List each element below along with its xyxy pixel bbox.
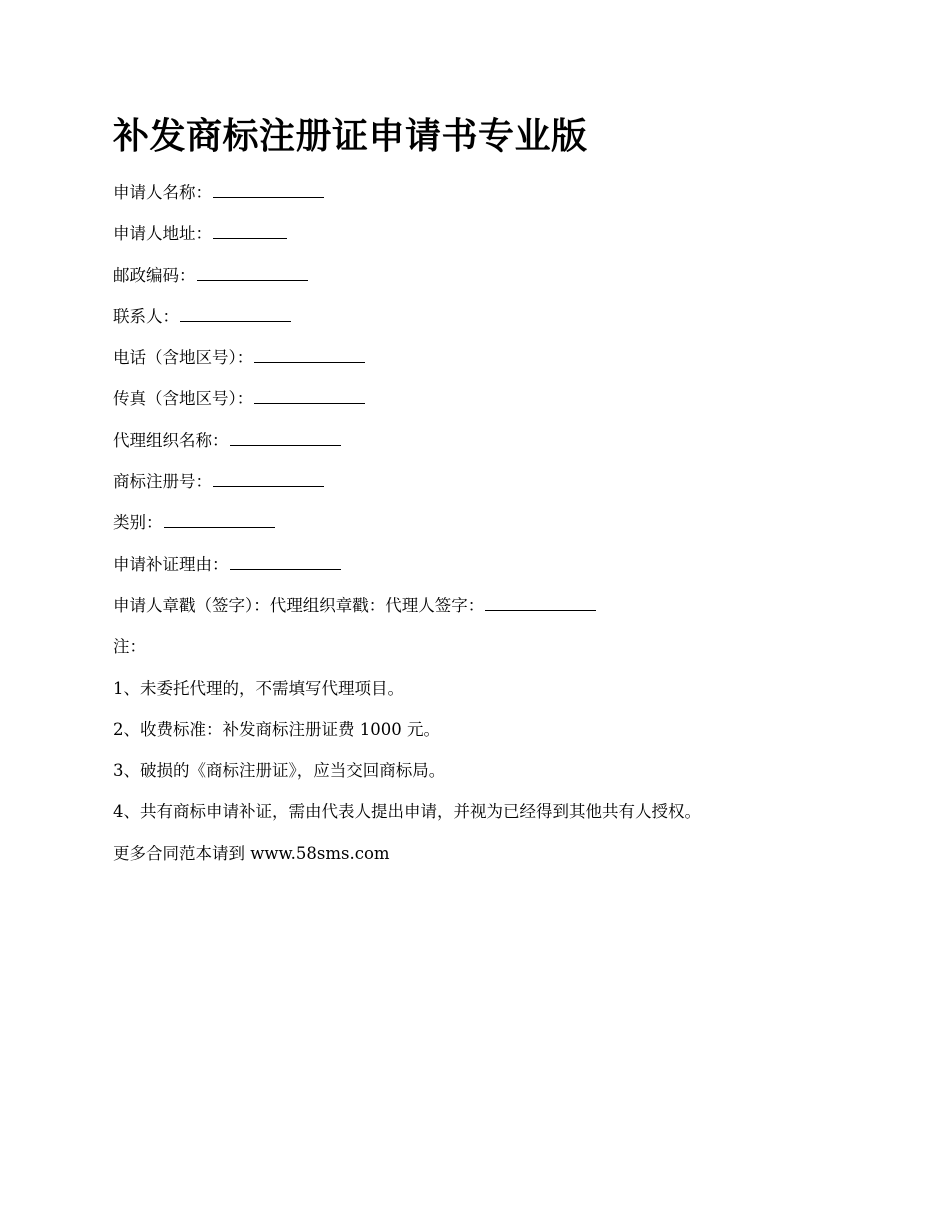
footer-note: 更多合同范本请到 www.58sms.com bbox=[113, 843, 390, 863]
note-item: 2、收费标准：补发商标注册证费 1000 元。 bbox=[113, 719, 440, 739]
note-item: 4、共有商标申请补证，需由代表人提出申请，并视为已经得到其他共有人授权。 bbox=[113, 802, 701, 822]
field-label: 联系人： bbox=[113, 306, 179, 326]
notes-heading: 注： bbox=[113, 637, 146, 657]
field-label: 代理组织名称： bbox=[113, 430, 229, 450]
field-label: 申请补证理由： bbox=[113, 554, 229, 574]
fill-in-blank[interactable] bbox=[213, 179, 324, 198]
field-agency-name bbox=[113, 427, 893, 468]
field-label: 类别： bbox=[113, 513, 163, 533]
field-label: 电话（含地区号）： bbox=[113, 348, 254, 368]
note-item: 3、破损的《商标注册证》，应当交回商标局。 bbox=[113, 761, 446, 781]
fill-in-blank[interactable] bbox=[164, 509, 275, 528]
field-fax bbox=[113, 385, 893, 426]
field-applicant-address bbox=[113, 220, 893, 261]
field-phone bbox=[113, 344, 893, 385]
field-label: 邮政编码： bbox=[113, 265, 196, 285]
fill-in-blank[interactable] bbox=[213, 468, 324, 487]
field-label: 申请人章戳（签字）：代理组织章戳：代理人签字： bbox=[113, 595, 485, 615]
field-label: 商标注册号： bbox=[113, 472, 212, 492]
document-title: 补发商标注册证申请书专业版 bbox=[113, 115, 588, 157]
fill-in-blank[interactable] bbox=[485, 592, 596, 611]
field-label: 传真（含地区号）： bbox=[113, 389, 254, 409]
field-applicant-name bbox=[113, 179, 893, 220]
field-postal-code bbox=[113, 262, 893, 303]
fill-in-blank[interactable] bbox=[180, 303, 291, 322]
field-trademark-number bbox=[113, 468, 893, 509]
fill-in-blank[interactable] bbox=[213, 220, 287, 239]
field-class bbox=[113, 509, 893, 550]
field-reissue-reason bbox=[113, 551, 893, 592]
field-signatures bbox=[113, 592, 893, 633]
fill-in-blank[interactable] bbox=[254, 344, 365, 363]
note-item: 1、未委托代理的，不需填写代理项目。 bbox=[113, 678, 404, 698]
fill-in-blank[interactable] bbox=[230, 551, 341, 570]
field-label: 申请人名称： bbox=[113, 183, 212, 202]
fill-in-blank[interactable] bbox=[197, 262, 308, 281]
field-label: 申请人地址： bbox=[113, 224, 212, 244]
form-body bbox=[113, 179, 893, 881]
fill-in-blank[interactable] bbox=[254, 385, 365, 404]
fill-in-blank[interactable] bbox=[230, 427, 341, 446]
field-contact-person bbox=[113, 303, 893, 344]
